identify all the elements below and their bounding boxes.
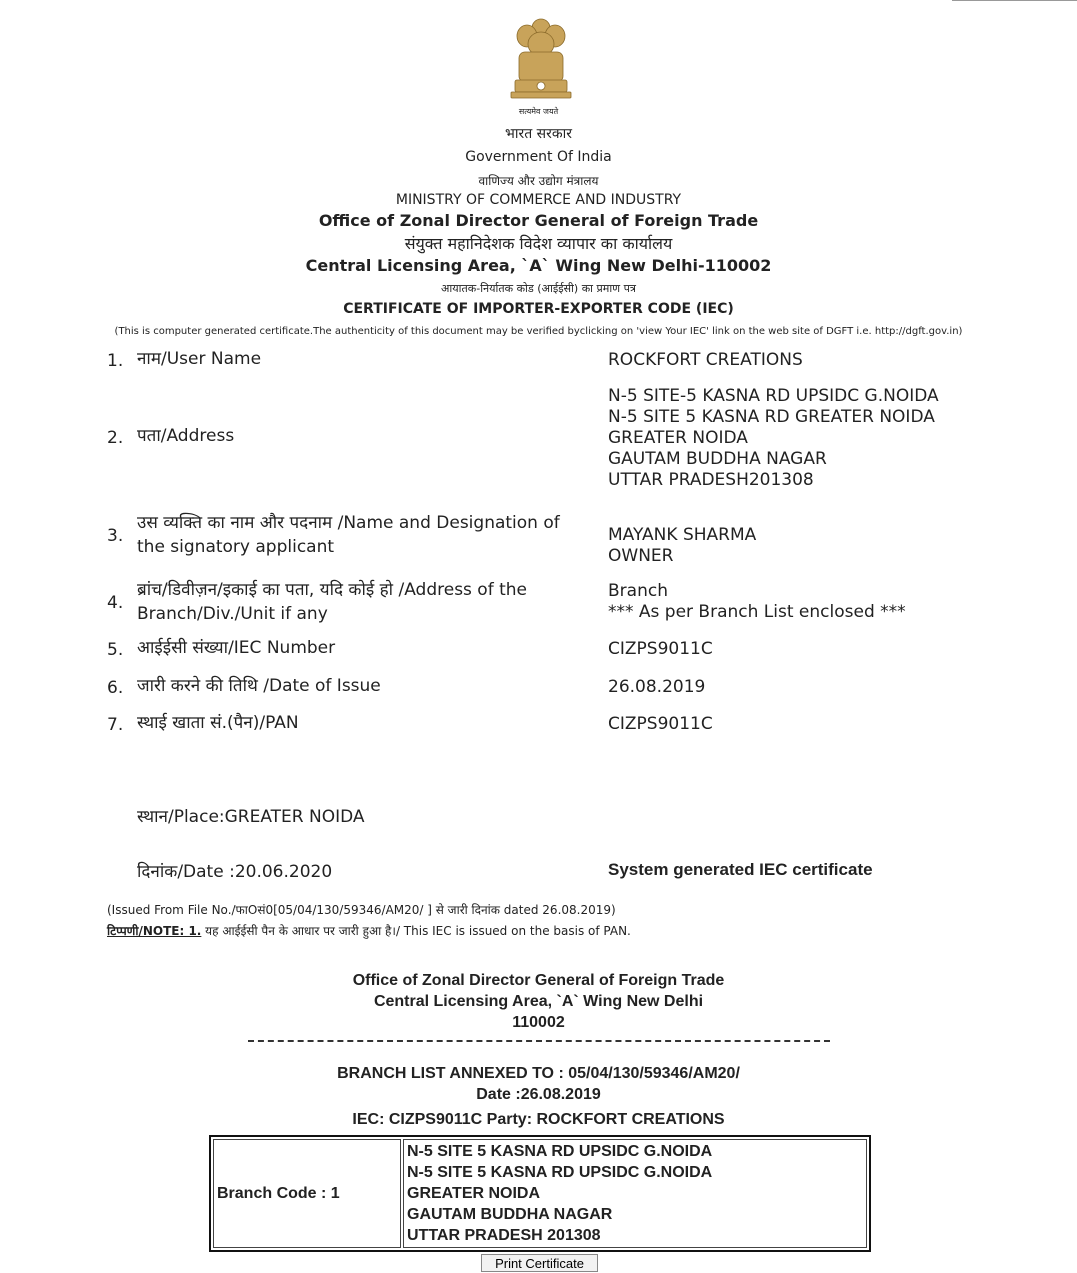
field-number: 1. — [107, 351, 124, 371]
top-border-line — [952, 0, 1077, 1]
gov-hindi: भारत सरकार — [505, 126, 572, 142]
annex-pin: 110002 — [512, 1014, 565, 1031]
field-value-date-of-issue: 26.08.2019 — [608, 677, 706, 697]
note-line — [107, 922, 631, 939]
ministry-english: MINISTRY OF COMMERCE AND INDUSTRY — [395, 192, 682, 208]
field-label-user-name: नाम/User Name — [137, 349, 262, 369]
place: स्थान/Place:GREATER NOIDA — [137, 807, 365, 827]
emblem-caption: सत्यमेव जयते — [518, 107, 559, 116]
office-english: Office of Zonal Director General of Foreign Trade — [318, 211, 759, 230]
licensing-area: Central Licensing Area, `A` Wing New Delhi-110002 — [305, 256, 772, 275]
field-label-iec-number: आईईसी संख्या/IEC Number — [137, 638, 336, 658]
note-text: यह आईईसी पैन के आधार पर जारी हुआ है।/ This IEC is issued on the basis of PAN. — [201, 924, 631, 938]
dashed-divider — [248, 1040, 830, 1042]
field-value-address: N-5 SITE-5 KASNA RD UPSIDC G.NOIDA N-5 SITE 5 KASNA RD GREATER NOIDA GREATER NOIDA GAUTAM BUDDHA NAGAR UTTAR PRADESH201308 — [608, 386, 939, 490]
field-label-signatory: उस व्यक्ति का नाम और पदनाम /Name and Designation of the signatory applicant — [137, 513, 560, 557]
branch-code-cell: Branch Code : 1 — [213, 1139, 401, 1248]
field-number: 3. — [107, 526, 124, 546]
issued-from: (Issued From File No./फाOसं0[05/04/130/59346/AM20/ ] से जारी दिनांक dated 26.08.2019) — [107, 903, 616, 917]
table-row — [213, 1139, 867, 1248]
ministry-hindi: वाणिज्य और उद्योग मंत्रालय — [478, 174, 599, 188]
office-hindi: संयुक्त महानिदेशक विदेश व्यापार का कार्यालय — [404, 234, 673, 253]
disclaimer: (This is computer generated certificate.The authenticity of this document may be verified byclicking on 'view Your IEC' link on the web site of DGFT i.e. http://dgft.gov.in) — [114, 326, 963, 337]
field-value-pan: CIZPS9011C — [608, 714, 713, 734]
cert-title: CERTIFICATE OF IMPORTER-EXPORTER CODE (IEC) — [343, 301, 734, 317]
field-number: 2. — [107, 428, 124, 448]
gov-english: Government Of India — [465, 149, 612, 165]
field-number: 5. — [107, 640, 124, 660]
field-value-signatory: MAYANK SHARMA OWNER — [608, 525, 757, 566]
field-label-date-of-issue: जारी करने की तिथि /Date of Issue — [137, 676, 381, 696]
note-label: टिप्पणी/NOTE: 1. — [107, 924, 202, 938]
field-label-address: पता/Address — [137, 426, 235, 446]
branch-list-title: BRANCH LIST ANNEXED TO : 05/04/130/59346/AM20/ — [337, 1065, 740, 1082]
national-emblem-icon — [505, 14, 577, 114]
annex-office: Office of Zonal Director General of Foreign Trade — [352, 972, 725, 989]
branch-list-date: Date :26.08.2019 — [476, 1086, 601, 1103]
issue-date: दिनांक/Date :20.06.2020 — [137, 862, 333, 882]
annex-area: Central Licensing Area, `A` Wing New Delhi — [373, 993, 704, 1010]
field-value-branch: Branch *** As per Branch List enclosed *** — [608, 581, 906, 622]
branch-address-cell: N-5 SITE 5 KASNA RD UPSIDC G.NOIDA N-5 SITE 5 KASNA RD UPSIDC G.NOIDA GREATER NOIDA GAUTAM BUDDHA NAGAR UTTAR PRADESH 201308 — [403, 1139, 867, 1248]
field-number: 7. — [107, 715, 124, 735]
branch-table — [209, 1135, 871, 1252]
field-value-user-name: ROCKFORT CREATIONS — [608, 350, 803, 370]
field-label-branch: ब्रांच/डिवीज़न/इकाई का पता, यदि कोई हो /Address of the Branch/Div./Unit if any — [137, 580, 527, 624]
field-number: 4. — [107, 593, 124, 613]
print-certificate-button[interactable]: Print Certificate — [481, 1254, 598, 1272]
field-number: 6. — [107, 678, 124, 698]
field-label-pan: स्थाई खाता सं.(पैन)/PAN — [137, 713, 299, 733]
field-value-iec-number: CIZPS9011C — [608, 639, 713, 659]
cert-hindi: आयातक-निर्यातक कोड (आईईसी) का प्रमाण पत्र — [441, 282, 636, 295]
system-generated-note: System generated IEC certificate — [608, 860, 873, 879]
iec-party: IEC: CIZPS9011C Party: ROCKFORT CREATIONS — [352, 1111, 725, 1128]
